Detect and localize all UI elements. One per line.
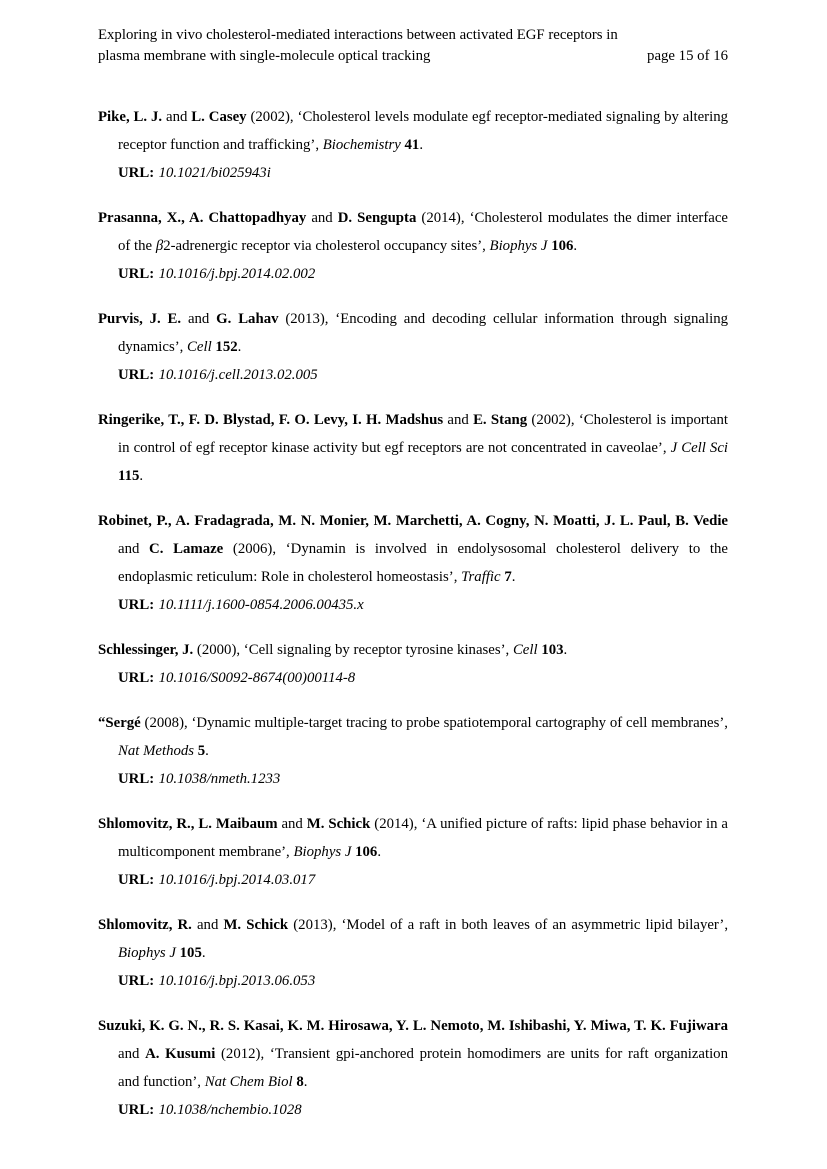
- url-label: URL:: [118, 266, 155, 282]
- reference-url-line: [98, 260, 728, 288]
- header-title-line2: plasma membrane with single-molecule optical tracking: [98, 48, 431, 64]
- references-list: [98, 103, 728, 1124]
- reference-doi: 10.1038/nmeth.1233: [158, 771, 281, 787]
- reference-entry: [98, 204, 728, 288]
- reference-url-line: [98, 159, 728, 187]
- reference-body: Schlessinger, J. (2000), ‘Cell signaling by receptor tyrosine kinases’, Cell 103.: [98, 642, 568, 658]
- reference-body: Shlomovitz, R. and M. Schick (2013), ‘Model of a raft in both leaves of an asymmetric lipid bilayer’, Biophys J 105.: [98, 917, 729, 961]
- reference-body: Purvis, J. E. and G. Lahav (2013), ‘Encoding and decoding cellular information through signaling dynamics’, Cell 152.: [98, 311, 729, 355]
- url-label: URL:: [118, 771, 155, 787]
- reference-body: Robinet, P., A. Fradagrada, M. N. Monier, M. Marchetti, A. Cogny, N. Moatti, J. L. Paul, B. Vedie and C. Lamaze (2006), ‘Dynamin is involved in endolysosomal cholesterol delivery to the endoplasmic reticulum: Role in cholesterol homeostasis’, Traffic 7.: [98, 513, 728, 585]
- header-title-line1: Exploring in vivo cholesterol-mediated interactions between activated EGF receptors in: [98, 27, 618, 43]
- reference-url-line: [98, 765, 728, 793]
- page-number: page 15 of 16: [647, 48, 728, 64]
- reference-body: “Sergé (2008), ‘Dynamic multiple-target tracing to probe spatiotemporal cartography of cell membranes’, Nat Methods 5.: [98, 715, 728, 759]
- reference-entry: [98, 911, 728, 995]
- reference-doi: 10.1038/nchembio.1028: [158, 1102, 302, 1118]
- reference-entry: [98, 406, 728, 490]
- reference-url-line: [98, 1096, 728, 1124]
- reference-doi: 10.1016/j.bpj.2014.03.017: [158, 872, 316, 888]
- running-header: [98, 25, 728, 67]
- reference-entry: [98, 810, 728, 894]
- reference-url-line: [98, 967, 728, 995]
- reference-doi: 10.1016/S0092-8674(00)00114-8: [158, 670, 356, 686]
- reference-body: Ringerike, T., F. D. Blystad, F. O. Levy, I. H. Madshus and E. Stang (2002), ‘Cholesterol is important in control of egf receptor kinase activity but egf receptors are not concentrated in caveolae’, J Cell Sci 115.: [98, 412, 729, 484]
- reference-doi: 10.1111/j.1600-0854.2006.00435.x: [158, 597, 364, 613]
- reference-entry: [98, 709, 728, 793]
- reference-url-line: [98, 664, 728, 692]
- reference-body: Prasanna, X., A. Chattopadhyay and D. Sengupta (2014), ‘Cholesterol modulates the dimer interface of the β2-adrenergic receptor via cholesterol occupancy sites’, Biophys J 106.: [98, 210, 728, 254]
- url-label: URL:: [118, 973, 155, 989]
- url-label: URL:: [118, 872, 155, 888]
- reference-url-line: [98, 591, 728, 619]
- reference-entry: [98, 507, 728, 619]
- url-label: URL:: [118, 165, 155, 181]
- reference-doi: 10.1021/bi025943i: [158, 165, 271, 181]
- reference-doi: 10.1016/j.bpj.2014.02.002: [158, 266, 316, 282]
- url-label: URL:: [118, 670, 155, 686]
- reference-doi: 10.1016/j.bpj.2013.06.053: [158, 973, 316, 989]
- reference-body: Shlomovitz, R., L. Maibaum and M. Schick (2014), ‘A unified picture of rafts: lipid phase behavior in a multicomponent membrane’, Biophys J 106.: [98, 816, 728, 860]
- reference-url-line: [98, 866, 728, 894]
- reference-body: Suzuki, K. G. N., R. S. Kasai, K. M. Hirosawa, Y. L. Nemoto, M. Ishibashi, Y. Miwa, T. K. Fujiwara and A. Kusumi (2012), ‘Transient gpi-anchored protein homodimers are units for raft organization and function’, Nat Chem Biol 8.: [98, 1018, 728, 1090]
- reference-body: Pike, L. J. and L. Casey (2002), ‘Cholesterol levels modulate egf receptor-mediated signaling by altering receptor function and trafficking’, Biochemistry 41.: [98, 109, 729, 153]
- reference-url-line: [98, 361, 728, 389]
- reference-entry: [98, 636, 728, 692]
- url-label: URL:: [118, 1102, 155, 1118]
- url-label: URL:: [118, 367, 155, 383]
- reference-entry: [98, 103, 728, 187]
- reference-doi: 10.1016/j.cell.2013.02.005: [158, 367, 318, 383]
- url-label: URL:: [118, 597, 155, 613]
- reference-entry: [98, 1012, 728, 1124]
- reference-entry: [98, 305, 728, 389]
